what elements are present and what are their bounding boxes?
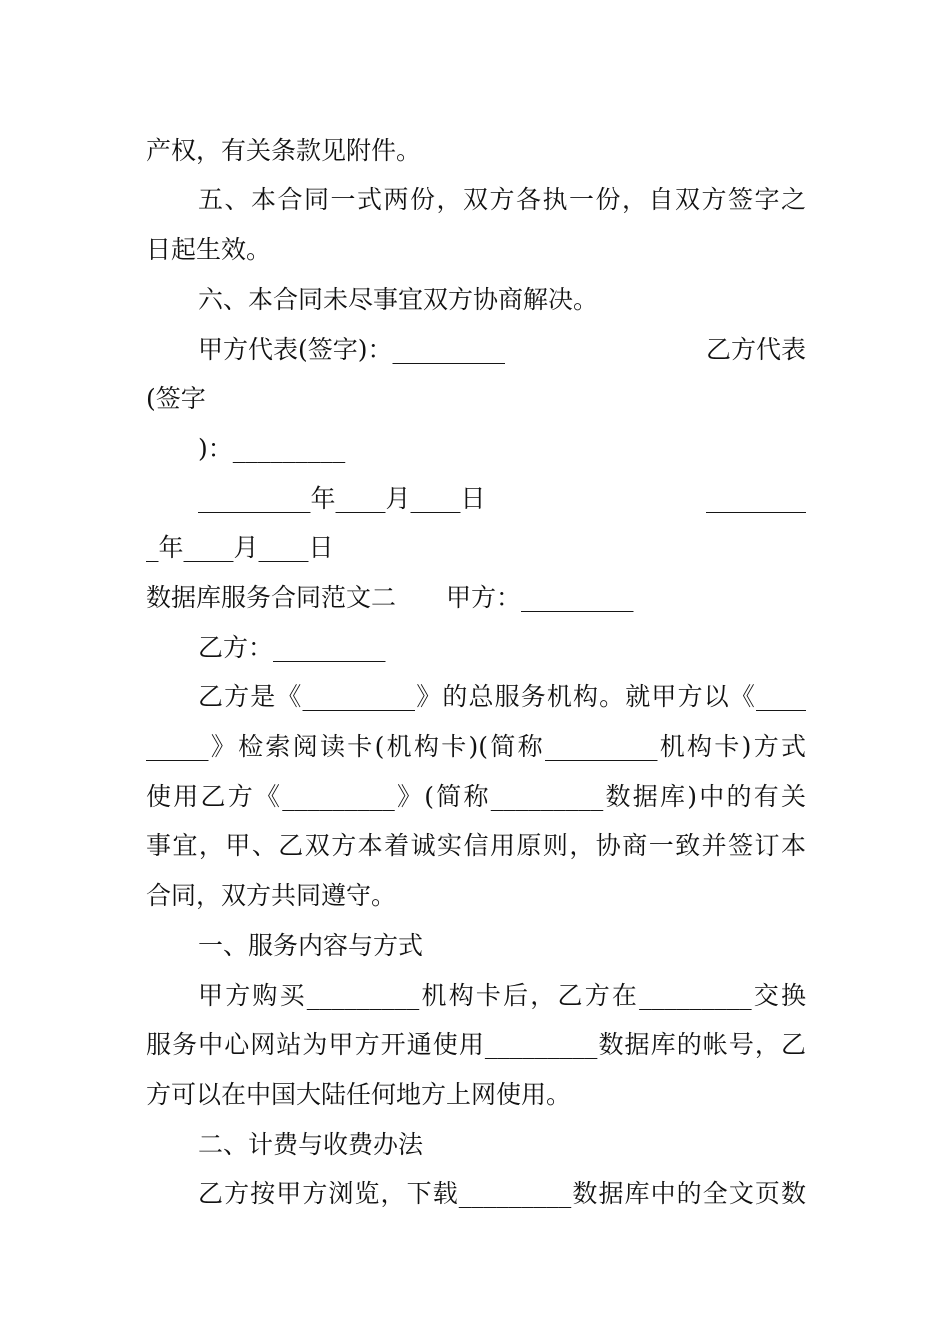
text-line: 五、本合同一式两份，双方各执一份，自双方签字之 — [198, 185, 806, 214]
text-line: )：_________ — [198, 434, 346, 463]
text-line: 乙方是《_________》的总服务机构。就甲方以《____ — [198, 682, 806, 711]
text-line: 事宜，甲、乙双方本着诚实信用原则，协商一致并签订本 — [146, 831, 806, 860]
section-heading: 二、计费与收费办法 — [198, 1130, 424, 1159]
text-line: 合同，双方共同遵守。 — [146, 881, 397, 910]
text-line: (签字 — [146, 384, 206, 413]
text-line: 乙方按甲方浏览，下载_________数据库中的全文页数 — [198, 1179, 806, 1208]
text-line: 六、本合同未尽事宜双方协商解决。 — [198, 285, 599, 314]
section-heading: 一、服务内容与方式 — [198, 931, 424, 960]
text-line: 乙方：_________ — [198, 633, 386, 662]
party-b-signature-label: 乙方代表 — [705, 335, 806, 364]
party-b-date: _年____月____日 — [146, 533, 334, 562]
text-line: 日起生效。 — [146, 235, 272, 264]
party-b-date-start: ________ — [706, 484, 806, 513]
text-line: 产权，有关条款见附件。 — [146, 136, 422, 165]
party-a-date: _________年____月____日 — [198, 484, 486, 513]
text-line: 服务中心网站为甲方开通使用_________数据库的帐号，乙 — [146, 1030, 806, 1059]
text-line: 使用乙方《_________》(简称_________数据库)中的有关 — [146, 782, 806, 811]
text-line: _____》检索阅读卡(机构卡)(简称_________机构卡)方式 — [146, 732, 806, 761]
section-title: 数据库服务合同范文二 甲方：_________ — [146, 583, 634, 612]
party-a-signature: 甲方代表(签字)：_________ — [198, 335, 506, 364]
text-line: 甲方购买_________机构卡后，乙方在_________交换 — [198, 981, 806, 1010]
text-line: 方可以在中国大陆任何地方上网使用。 — [146, 1080, 572, 1109]
